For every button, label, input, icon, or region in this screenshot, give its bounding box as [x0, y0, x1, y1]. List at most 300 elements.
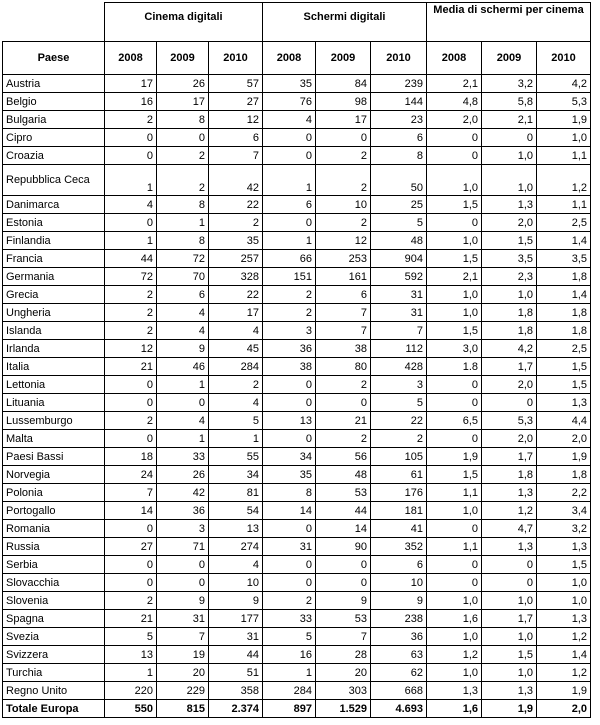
value-cell: 358 — [209, 682, 263, 700]
value-cell: 1,5 — [537, 376, 591, 394]
value-cell: 76 — [263, 93, 316, 111]
value-cell: 22 — [209, 286, 263, 304]
value-cell: 5,3 — [482, 412, 537, 430]
table-row — [3, 196, 591, 214]
table-row — [3, 484, 591, 502]
value-cell: 1 — [157, 430, 209, 448]
value-cell: 31 — [157, 610, 209, 628]
value-cell: 2 — [105, 286, 157, 304]
value-cell: 1,6 — [427, 700, 482, 718]
value-cell: 1,0 — [427, 304, 482, 322]
value-cell: 1,0 — [482, 664, 537, 682]
value-cell: 144 — [371, 93, 427, 111]
value-cell: 2,0 — [427, 111, 482, 129]
value-cell: 2 — [316, 430, 371, 448]
table-row — [3, 412, 591, 430]
value-cell: 0 — [263, 129, 316, 147]
table-row — [3, 340, 591, 358]
value-cell: 4,7 — [482, 520, 537, 538]
value-cell: 2 — [105, 304, 157, 322]
value-cell: 1,5 — [427, 196, 482, 214]
value-cell: 81 — [209, 484, 263, 502]
value-cell: 1 — [263, 232, 316, 250]
country-cell: Germania — [3, 268, 105, 286]
value-cell: 51 — [209, 664, 263, 682]
value-cell: 1,0 — [427, 232, 482, 250]
value-cell: 1 — [263, 165, 316, 196]
value-cell: 3 — [371, 376, 427, 394]
value-cell: 61 — [371, 466, 427, 484]
value-cell: 897 — [263, 700, 316, 718]
value-cell: 6 — [209, 129, 263, 147]
value-cell: 1,2 — [482, 502, 537, 520]
value-cell: 2 — [316, 147, 371, 165]
value-cell: 2,0 — [537, 430, 591, 448]
table-row — [3, 430, 591, 448]
value-cell: 53 — [316, 610, 371, 628]
value-cell: 1.8 — [427, 358, 482, 376]
value-cell: 10 — [316, 196, 371, 214]
value-cell: 5 — [371, 394, 427, 412]
country-cell: Spagna — [3, 610, 105, 628]
value-cell: 70 — [157, 268, 209, 286]
year-header: 2010 — [371, 42, 427, 75]
value-cell: 42 — [157, 484, 209, 502]
value-cell: 1 — [105, 165, 157, 196]
value-cell: 0 — [157, 394, 209, 412]
country-cell: Irlanda — [3, 340, 105, 358]
value-cell: 3,2 — [537, 520, 591, 538]
value-cell: 2 — [263, 304, 316, 322]
value-cell: 4 — [157, 412, 209, 430]
value-cell: 1,0 — [482, 286, 537, 304]
value-cell: 50 — [371, 165, 427, 196]
country-cell: Ungheria — [3, 304, 105, 322]
value-cell: 2.374 — [209, 700, 263, 718]
value-cell: 54 — [209, 502, 263, 520]
group-header-average: Media di schermi per cinema — [427, 3, 591, 42]
value-cell: 1,8 — [537, 268, 591, 286]
value-cell: 48 — [316, 466, 371, 484]
value-cell: 0 — [263, 574, 316, 592]
value-cell: 2 — [157, 165, 209, 196]
value-cell: 4,8 — [427, 93, 482, 111]
value-cell: 0 — [482, 129, 537, 147]
value-cell: 1,1 — [427, 538, 482, 556]
value-cell: 428 — [371, 358, 427, 376]
value-cell: 4,2 — [537, 75, 591, 93]
value-cell: 18 — [105, 448, 157, 466]
value-cell: 1,5 — [427, 466, 482, 484]
value-cell: 34 — [263, 448, 316, 466]
value-cell: 1,0 — [482, 592, 537, 610]
value-cell: 1,3 — [482, 484, 537, 502]
value-cell: 6 — [157, 286, 209, 304]
value-cell: 46 — [157, 358, 209, 376]
value-cell: 0 — [482, 556, 537, 574]
value-cell: 8 — [157, 111, 209, 129]
value-cell: 7 — [316, 628, 371, 646]
value-cell: 0 — [427, 556, 482, 574]
country-cell: Portogallo — [3, 502, 105, 520]
total-row — [3, 700, 591, 718]
value-cell: 0 — [263, 556, 316, 574]
table-row — [3, 376, 591, 394]
value-cell: 1,3 — [482, 682, 537, 700]
value-cell: 1,9 — [427, 448, 482, 466]
value-cell: 1,7 — [482, 358, 537, 376]
value-cell: 0 — [105, 574, 157, 592]
table-row — [3, 520, 591, 538]
value-cell: 22 — [209, 196, 263, 214]
year-header: 2008 — [427, 42, 482, 75]
value-cell: 1,9 — [482, 700, 537, 718]
value-cell: 28 — [316, 646, 371, 664]
value-cell: 4 — [209, 394, 263, 412]
value-cell: 10 — [371, 574, 427, 592]
table-row — [3, 466, 591, 484]
value-cell: 6 — [263, 196, 316, 214]
value-cell: 3,2 — [482, 75, 537, 93]
value-cell: 2,1 — [427, 75, 482, 93]
value-cell: 72 — [157, 250, 209, 268]
value-cell: 2 — [105, 322, 157, 340]
value-cell: 220 — [105, 682, 157, 700]
value-cell: 1,5 — [537, 556, 591, 574]
value-cell: 1,7 — [482, 610, 537, 628]
value-cell: 1,0 — [482, 628, 537, 646]
table-row — [3, 448, 591, 466]
value-cell: 2,1 — [427, 268, 482, 286]
table-row — [3, 286, 591, 304]
table-row — [3, 574, 591, 592]
value-cell: 10 — [209, 574, 263, 592]
value-cell: 0 — [427, 574, 482, 592]
value-cell: 12 — [316, 232, 371, 250]
value-cell: 3,5 — [482, 250, 537, 268]
value-cell: 21 — [105, 610, 157, 628]
value-cell: 0 — [316, 129, 371, 147]
table-row — [3, 93, 591, 111]
value-cell: 90 — [316, 538, 371, 556]
value-cell: 151 — [263, 268, 316, 286]
value-cell: 1,1 — [427, 484, 482, 502]
value-cell: 112 — [371, 340, 427, 358]
table-row — [3, 682, 591, 700]
group-header-screens: Schermi digitali — [263, 3, 427, 42]
value-cell: 44 — [105, 250, 157, 268]
value-cell: 0 — [427, 430, 482, 448]
value-cell: 84 — [316, 75, 371, 93]
value-cell: 1,0 — [482, 147, 537, 165]
value-cell: 0 — [316, 394, 371, 412]
value-cell: 1,9 — [537, 448, 591, 466]
value-cell: 31 — [371, 286, 427, 304]
value-cell: 6 — [371, 129, 427, 147]
value-cell: 4 — [209, 556, 263, 574]
value-cell: 8 — [371, 147, 427, 165]
value-cell: 1,0 — [427, 664, 482, 682]
value-cell: 1,4 — [537, 232, 591, 250]
value-cell: 19 — [157, 646, 209, 664]
value-cell: 1,5 — [427, 250, 482, 268]
value-cell: 25 — [371, 196, 427, 214]
value-cell: 26 — [157, 75, 209, 93]
value-cell: 17 — [316, 111, 371, 129]
value-cell: 5,8 — [482, 93, 537, 111]
value-cell: 1 — [105, 664, 157, 682]
value-cell: 303 — [316, 682, 371, 700]
country-cell: Polonia — [3, 484, 105, 502]
country-cell: Paesi Bassi — [3, 448, 105, 466]
country-cell: Serbia — [3, 556, 105, 574]
table-row — [3, 358, 591, 376]
year-header: 2008 — [105, 42, 157, 75]
value-cell: 0 — [427, 376, 482, 394]
value-cell: 4.693 — [371, 700, 427, 718]
value-cell: 181 — [371, 502, 427, 520]
value-cell: 35 — [209, 232, 263, 250]
value-cell: 2 — [105, 412, 157, 430]
value-cell: 1.529 — [316, 700, 371, 718]
country-cell: Svizzera — [3, 646, 105, 664]
value-cell: 2 — [316, 165, 371, 196]
value-cell: 0 — [105, 556, 157, 574]
value-cell: 2,0 — [482, 376, 537, 394]
value-cell: 1,2 — [427, 646, 482, 664]
value-cell: 105 — [371, 448, 427, 466]
value-cell: 1,3 — [482, 196, 537, 214]
value-cell: 7 — [105, 484, 157, 502]
value-cell: 176 — [371, 484, 427, 502]
value-cell: 1,5 — [482, 646, 537, 664]
value-cell: 2 — [316, 214, 371, 232]
value-cell: 0 — [105, 520, 157, 538]
table-row — [3, 232, 591, 250]
value-cell: 4 — [157, 322, 209, 340]
country-cell: Norvegia — [3, 466, 105, 484]
value-cell: 7 — [316, 322, 371, 340]
year-header-row — [3, 42, 591, 75]
value-cell: 8 — [157, 232, 209, 250]
value-cell: 57 — [209, 75, 263, 93]
table-row — [3, 75, 591, 93]
value-cell: 4 — [157, 304, 209, 322]
value-cell: 8 — [157, 196, 209, 214]
country-cell: Grecia — [3, 286, 105, 304]
value-cell: 253 — [316, 250, 371, 268]
value-cell: 31 — [371, 304, 427, 322]
value-cell: 13 — [263, 412, 316, 430]
value-cell: 38 — [316, 340, 371, 358]
country-cell: Slovenia — [3, 592, 105, 610]
value-cell: 0 — [263, 214, 316, 232]
value-cell: 66 — [263, 250, 316, 268]
value-cell: 24 — [105, 466, 157, 484]
value-cell: 36 — [157, 502, 209, 520]
value-cell: 0 — [157, 556, 209, 574]
value-cell: 4 — [209, 322, 263, 340]
value-cell: 48 — [371, 232, 427, 250]
value-cell: 1,3 — [537, 538, 591, 556]
country-cell: Regno Unito — [3, 682, 105, 700]
country-cell: Lituania — [3, 394, 105, 412]
value-cell: 1,9 — [537, 682, 591, 700]
value-cell: 5,3 — [537, 93, 591, 111]
value-cell: 0 — [482, 574, 537, 592]
table-row — [3, 556, 591, 574]
value-cell: 7 — [316, 304, 371, 322]
value-cell: 1,0 — [537, 129, 591, 147]
value-cell: 6 — [371, 556, 427, 574]
value-cell: 2,2 — [537, 484, 591, 502]
value-cell: 72 — [105, 268, 157, 286]
value-cell: 7 — [371, 322, 427, 340]
value-cell: 71 — [157, 538, 209, 556]
value-cell: 9 — [157, 592, 209, 610]
value-cell: 23 — [371, 111, 427, 129]
value-cell: 1,0 — [537, 574, 591, 592]
value-cell: 12 — [105, 340, 157, 358]
value-cell: 55 — [209, 448, 263, 466]
value-cell: 0 — [316, 574, 371, 592]
table-row — [3, 610, 591, 628]
value-cell: 27 — [209, 93, 263, 111]
value-cell: 177 — [209, 610, 263, 628]
value-cell: 13 — [209, 520, 263, 538]
country-cell: Repubblica Ceca — [3, 165, 105, 196]
value-cell: 3,4 — [537, 502, 591, 520]
value-cell: 257 — [209, 250, 263, 268]
value-cell: 1,2 — [537, 165, 591, 196]
value-cell: 2,3 — [482, 268, 537, 286]
country-cell: Austria — [3, 75, 105, 93]
value-cell: 0 — [157, 129, 209, 147]
value-cell: 0 — [427, 147, 482, 165]
value-cell: 36 — [371, 628, 427, 646]
value-cell: 4,2 — [482, 340, 537, 358]
value-cell: 34 — [209, 466, 263, 484]
value-cell: 5 — [371, 214, 427, 232]
value-cell: 2,5 — [537, 340, 591, 358]
value-cell: 1,8 — [482, 466, 537, 484]
value-cell: 3 — [263, 322, 316, 340]
value-cell: 1,0 — [427, 286, 482, 304]
value-cell: 4,4 — [537, 412, 591, 430]
value-cell: 14 — [316, 520, 371, 538]
value-cell: 56 — [316, 448, 371, 466]
country-cell: Croazia — [3, 147, 105, 165]
value-cell: 1,2 — [537, 664, 591, 682]
value-cell: 550 — [105, 700, 157, 718]
value-cell: 17 — [105, 75, 157, 93]
value-cell: 3,5 — [537, 250, 591, 268]
value-cell: 274 — [209, 538, 263, 556]
value-cell: 2,0 — [537, 700, 591, 718]
value-cell: 1,3 — [537, 610, 591, 628]
value-cell: 42 — [209, 165, 263, 196]
value-cell: 1,3 — [482, 538, 537, 556]
corner-cell — [3, 3, 105, 42]
value-cell: 35 — [263, 75, 316, 93]
value-cell: 238 — [371, 610, 427, 628]
value-cell: 1,2 — [537, 628, 591, 646]
value-cell: 1,4 — [537, 286, 591, 304]
value-cell: 1,6 — [427, 610, 482, 628]
value-cell: 2 — [316, 376, 371, 394]
value-cell: 17 — [209, 304, 263, 322]
country-cell: Svezia — [3, 628, 105, 646]
country-cell: Lussemburgo — [3, 412, 105, 430]
value-cell: 1,0 — [427, 628, 482, 646]
value-cell: 0 — [105, 376, 157, 394]
country-cell: Turchia — [3, 664, 105, 682]
value-cell: 0 — [427, 394, 482, 412]
value-cell: 0 — [263, 376, 316, 394]
value-cell: 3 — [157, 520, 209, 538]
value-cell: 4 — [263, 111, 316, 129]
value-cell: 33 — [263, 610, 316, 628]
value-cell: 41 — [371, 520, 427, 538]
table-row — [3, 322, 591, 340]
country-cell: Belgio — [3, 93, 105, 111]
table-row — [3, 646, 591, 664]
value-cell: 2 — [209, 214, 263, 232]
value-cell: 13 — [105, 646, 157, 664]
value-cell: 1 — [263, 664, 316, 682]
value-cell: 21 — [316, 412, 371, 430]
value-cell: 53 — [316, 484, 371, 502]
value-cell: 2,0 — [482, 214, 537, 232]
value-cell: 2,0 — [482, 430, 537, 448]
value-cell: 17 — [157, 93, 209, 111]
table-row — [3, 147, 591, 165]
country-cell: Estonia — [3, 214, 105, 232]
table-row — [3, 664, 591, 682]
value-cell: 2 — [209, 376, 263, 394]
value-cell: 44 — [209, 646, 263, 664]
country-cell: Russia — [3, 538, 105, 556]
value-cell: 80 — [316, 358, 371, 376]
table-row — [3, 111, 591, 129]
total-label: Totale Europa — [3, 700, 105, 718]
value-cell: 1 — [157, 376, 209, 394]
value-cell: 284 — [209, 358, 263, 376]
country-cell: Danimarca — [3, 196, 105, 214]
table-row — [3, 394, 591, 412]
value-cell: 668 — [371, 682, 427, 700]
table-row — [3, 165, 591, 196]
value-cell: 9 — [316, 592, 371, 610]
value-cell: 1,0 — [427, 502, 482, 520]
value-cell: 63 — [371, 646, 427, 664]
value-cell: 1,7 — [482, 448, 537, 466]
value-cell: 1 — [209, 430, 263, 448]
value-cell: 2 — [371, 430, 427, 448]
value-cell: 0 — [105, 129, 157, 147]
value-cell: 592 — [371, 268, 427, 286]
table-row — [3, 268, 591, 286]
value-cell: 5 — [209, 412, 263, 430]
value-cell: 0 — [263, 147, 316, 165]
year-header: 2010 — [537, 42, 591, 75]
value-cell: 14 — [105, 502, 157, 520]
value-cell: 1,5 — [427, 322, 482, 340]
cinema-data-table — [2, 2, 591, 718]
table-body — [3, 75, 591, 718]
value-cell: 1,3 — [537, 394, 591, 412]
value-cell: 38 — [263, 358, 316, 376]
